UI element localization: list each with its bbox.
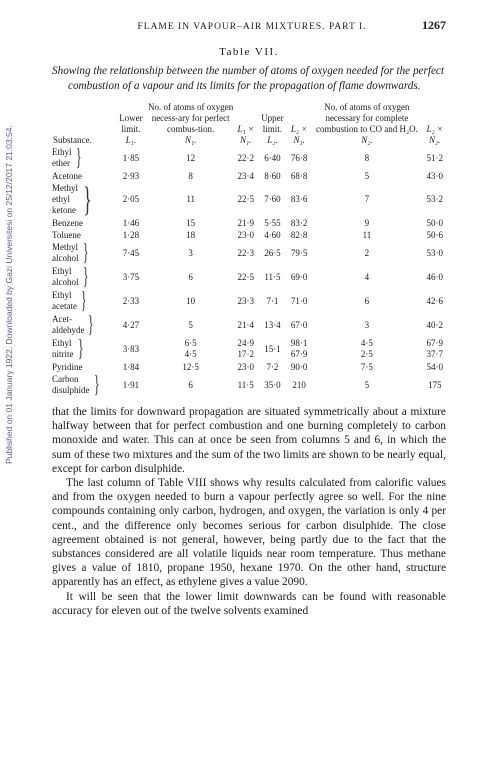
value-cell: 1·85	[122, 152, 140, 163]
data-table	[52, 102, 446, 397]
value-cell: 4	[364, 271, 370, 282]
paragraph-1: that the limits for downward propagation are situated symmetrically about a mixture halfway between that for perfect combustion and one burning completely to carbon monoxide and water. This can at once be seen from columns 5 and 6, in which the sum of these two mixtures and the sum of the two limits are shown to be nearly equal, except for carbon disulphide.	[52, 406, 446, 475]
value-cell: 210	[292, 379, 306, 390]
column-label: Substance.	[53, 135, 92, 145]
value-cell: 21·4	[237, 319, 254, 330]
value-cell: 11	[362, 229, 372, 240]
column-symbol: L₂.	[267, 135, 278, 145]
value-cell: 4·60	[264, 229, 281, 240]
value-cell: 7·5	[360, 361, 373, 372]
value-cell: 5	[364, 379, 370, 390]
column-label: Lower limit.	[119, 113, 143, 134]
value-cell: 7·2	[266, 361, 279, 372]
value-cell: 76·8	[290, 152, 308, 163]
substance-name: Ethyl nitrite	[52, 338, 74, 359]
value-cell: 5	[188, 319, 193, 330]
brace-mark: }	[77, 336, 84, 362]
column-header	[288, 102, 311, 146]
substance-cell	[52, 241, 115, 265]
table-title: Table VII.	[219, 46, 279, 58]
value-cell: 2·93	[122, 170, 140, 181]
value-cell: 50·0	[426, 217, 443, 228]
value-cell: 10	[186, 295, 196, 306]
value-cell: 98·1 67·9	[290, 338, 308, 359]
column-symbol: N₂.	[361, 135, 373, 145]
value-cell: 42·6	[426, 295, 443, 306]
paragraph-3: It will be seen that the lower limit downwards can be found with reasonable accuracy for eleven out of the twelve solvents examined	[52, 590, 446, 617]
value-cell: 2	[364, 247, 370, 258]
value-cell: 24·9 17·2	[237, 338, 254, 359]
value-cell: 83·2	[290, 217, 308, 228]
substance-name: Methyl alcohol	[52, 242, 79, 263]
table-caption: Showing the relationship between the number of atoms of oxygen needed for the perfect combustion of a vapour and its limits for the propagation of flame downwards.	[52, 65, 444, 92]
value-cell: 5	[364, 170, 370, 181]
column-header	[234, 102, 257, 146]
table-row	[52, 265, 446, 289]
value-cell: 7·60	[264, 194, 281, 204]
brace-mark: }	[75, 145, 82, 171]
value-cell: 7·45	[122, 247, 140, 258]
value-cell: 1·84	[122, 361, 140, 372]
value-cell: 22·5	[237, 194, 254, 204]
value-cell: 8	[364, 152, 370, 163]
value-cell: 22·5	[237, 271, 254, 282]
value-cell: 4·5 2·5	[360, 338, 373, 359]
column-header	[423, 102, 446, 146]
value-cell: 35·0	[264, 379, 281, 390]
value-cell: 21·9	[237, 217, 254, 228]
value-cell: 6	[188, 271, 193, 282]
page	[52, 18, 446, 618]
value-cell: 8·60	[264, 170, 281, 181]
value-cell: 11·5	[264, 271, 281, 282]
value-cell: 175	[427, 379, 442, 390]
substance-cell	[52, 182, 115, 217]
table-body	[52, 146, 446, 397]
value-cell: 23·4	[237, 170, 254, 181]
substance-cell	[52, 313, 115, 337]
value-cell: 23·0	[237, 229, 254, 240]
substance-name: Carbon disulphide	[52, 374, 90, 395]
column-header	[147, 102, 235, 146]
table-row	[52, 361, 446, 373]
value-cell: 26·5	[264, 247, 281, 258]
column-label: Upper limit.	[261, 113, 284, 134]
substance-cell	[52, 146, 115, 170]
column-header	[52, 102, 115, 146]
substance-name: Acetone	[52, 170, 82, 181]
body-text	[52, 405, 446, 618]
substance-name: Pyridine	[52, 361, 83, 372]
value-cell: 68·8	[290, 170, 308, 181]
substance-cell	[52, 373, 115, 397]
value-cell: 5·55	[264, 217, 281, 228]
value-cell: 3	[188, 247, 193, 258]
value-cell: 50·6	[426, 229, 443, 240]
value-cell: 54·0	[426, 361, 443, 372]
page-number: 1267	[422, 18, 446, 32]
value-cell: 13·4	[264, 319, 281, 330]
table-header-row	[52, 102, 446, 146]
column-symbol: L₁ × N₁.	[237, 124, 254, 145]
value-cell: 3	[364, 319, 370, 330]
value-cell: 79·5	[290, 247, 308, 258]
value-cell: 43·0	[426, 170, 443, 181]
value-cell: 67·0	[290, 319, 308, 330]
table-row	[52, 182, 446, 217]
value-cell: 51·2	[426, 152, 443, 163]
value-cell: 8	[188, 170, 193, 181]
brace-mark: }	[80, 288, 87, 314]
substance-name: Methyl ethyl ketone	[52, 183, 78, 215]
brace-mark: }	[83, 180, 92, 219]
value-cell: 22·3	[237, 247, 254, 258]
value-cell: 71·0	[290, 295, 308, 306]
value-cell: 6·40	[264, 152, 281, 163]
publication-margin-note: Published on 01 January 1922. Downloaded by Gazi Universitesi on 25/12/2017 21:03:54.	[4, 125, 14, 465]
brace-mark: }	[82, 264, 89, 290]
value-cell: 90·0	[290, 361, 308, 372]
value-cell: 1·91	[122, 379, 140, 390]
substance-name: Acet- aldehyde	[52, 314, 85, 335]
value-cell: 7	[364, 194, 370, 204]
value-cell: 40·2	[426, 319, 443, 330]
table-row	[52, 229, 446, 241]
value-cell: 46·0	[426, 271, 443, 282]
value-cell: 23·0	[237, 361, 254, 372]
column-label: No. of atoms of oxygen necessary for complete combustion to CO and H₂O.	[315, 102, 418, 134]
value-cell: 83·6	[290, 194, 308, 204]
running-head	[52, 18, 446, 36]
value-cell: 6·5 4·5	[184, 338, 197, 359]
value-cell: 6	[188, 379, 193, 390]
paragraph-2: The last column of Table VIII shows why results calculated from calorific values and from the oxygen needed to burn a vapour perfectly agree so well. For the nine compounds containing only carbon, hydrogen, and oxygen, the variation is only 4 per cent., and the difference only becomes serious for carbon disulphide. The close agreement obtained is not general, however, being partly due to the fact that the substances considered are all volatile liquids near room temperature. Thus methane gives a value of 1810, propane 1950, hexane 1970. On the other hand, structure apparently has an effect, as ethylene gives a value 2090.	[52, 477, 446, 589]
value-cell: 53·2	[426, 194, 443, 204]
substance-name: Ethyl ether	[52, 147, 72, 168]
value-cell: 3·83	[122, 343, 140, 354]
substance-name: Toluene	[52, 229, 81, 240]
value-cell: 6	[364, 295, 370, 306]
value-cell: 4·27	[122, 319, 140, 330]
brace-mark: }	[88, 312, 95, 338]
table-row	[52, 170, 446, 182]
value-cell: 23·3	[237, 295, 254, 306]
column-symbol: L₁.	[125, 135, 137, 145]
table-row	[52, 217, 446, 229]
column-symbol: L₂ × N₂.	[426, 124, 443, 145]
value-cell: 11	[186, 194, 195, 204]
substance-name: Benzene	[52, 217, 83, 228]
value-cell: 3·75	[122, 271, 140, 282]
table-row	[52, 373, 446, 397]
substance-cell	[52, 361, 115, 373]
value-cell: 82·8	[290, 229, 308, 240]
table-row	[52, 146, 446, 170]
column-header	[115, 102, 147, 146]
column-symbol: N₁.	[184, 135, 197, 145]
value-cell: 18	[186, 229, 196, 240]
value-cell: 12	[186, 152, 196, 163]
column-label: No. of atoms of oxygen necess-ary for perfect combus-tion.	[148, 102, 234, 134]
column-header	[310, 102, 423, 146]
substance-cell	[52, 289, 115, 313]
column-header	[257, 102, 288, 146]
value-cell: 7·1	[266, 295, 279, 306]
table-row	[52, 241, 446, 265]
value-cell: 1·28	[122, 229, 140, 240]
value-cell: 15·1	[264, 343, 281, 354]
table-row	[52, 337, 446, 361]
substance-cell	[52, 337, 115, 361]
substance-name: Ethyl alcohol	[52, 266, 79, 287]
column-symbol: L₂ × N₁.	[290, 124, 308, 145]
running-title: FLAME IN VAPOUR–AIR MIXTURES. PART I.	[137, 22, 367, 32]
value-cell: 22·2	[237, 152, 254, 163]
brace-mark: }	[82, 240, 89, 266]
table-row	[52, 289, 446, 313]
value-cell: 2·05	[122, 194, 140, 204]
substance-cell	[52, 265, 115, 289]
table-row	[52, 313, 446, 337]
value-cell: 53·0	[426, 247, 443, 258]
substance-name: Ethyl acetate	[52, 290, 77, 311]
value-cell: 69·0	[290, 271, 308, 282]
value-cell: 9	[364, 217, 370, 228]
value-cell: 12·5	[182, 361, 199, 372]
value-cell: 2·33	[122, 295, 140, 306]
value-cell: 15	[186, 217, 196, 228]
value-cell: 11·5	[237, 379, 254, 390]
brace-mark: }	[93, 372, 100, 398]
value-cell: 1·46	[122, 217, 140, 228]
value-cell: 67·9 37·7	[426, 338, 443, 359]
